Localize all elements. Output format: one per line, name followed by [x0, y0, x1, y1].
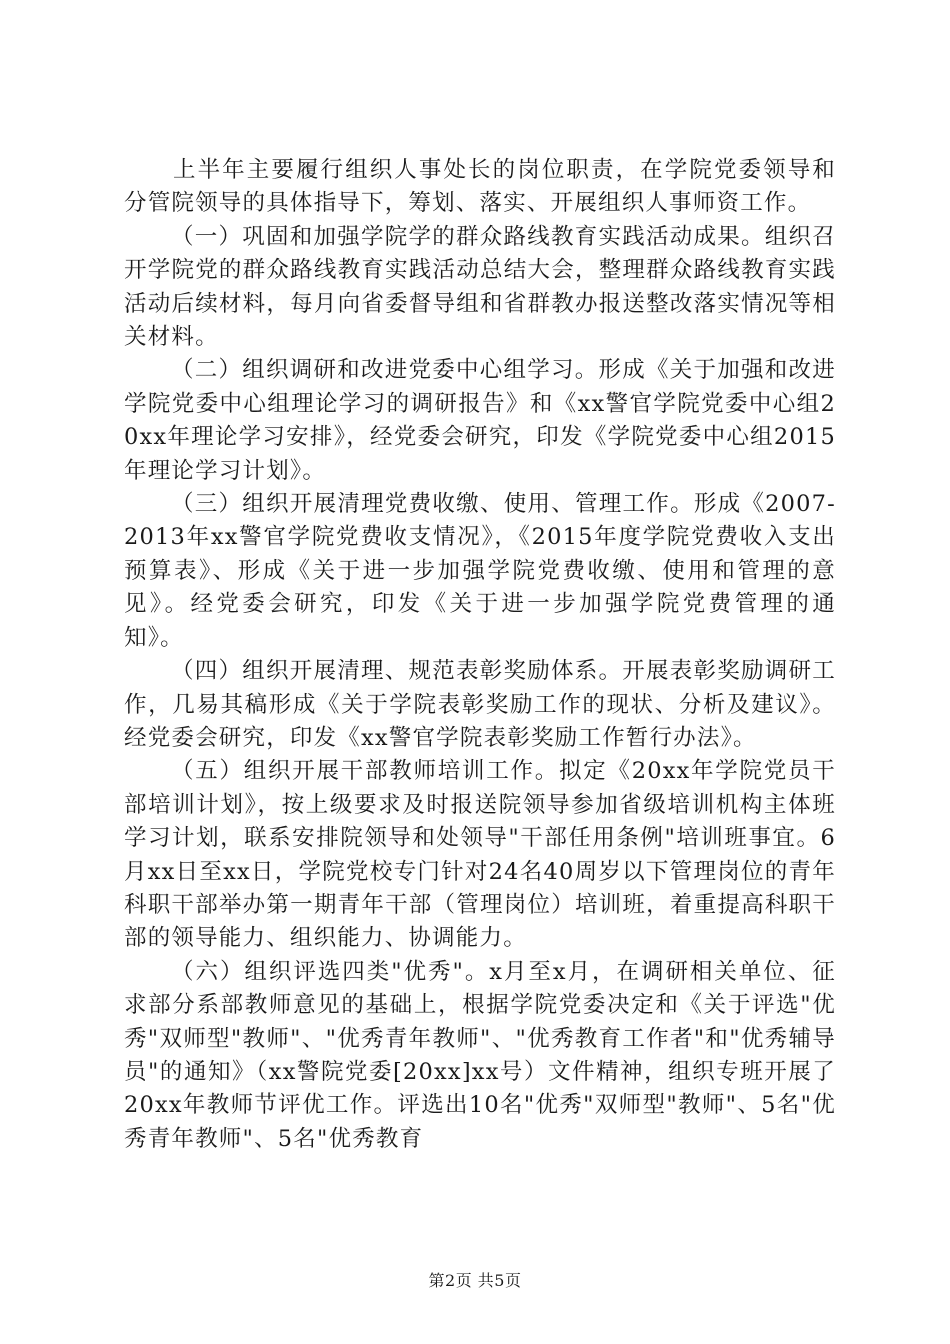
section-1-paragraph: （一）巩固和加强学院学的群众路线教育实践活动成果。组织召开学院党的群众路线教育实践活动总结大会，整理群众路线教育实践活动后续材料，每月向省委督导组和省群教办报送整改落实情况等相关材料。: [124, 223, 836, 351]
document-body: [124, 154, 836, 1156]
intro-paragraph: 上半年主要履行组织人事处长的岗位职责，在学院党委领导和分管院领导的具体指导下，筹划、落实、开展组织人事师资工作。: [124, 157, 836, 217]
page-number-footer: 第2页 共5页: [428, 1271, 522, 1290]
section-6-paragraph: （六）组织评选四类"优秀"。x月至x月，在调研相关单位、征求部分系部教师意见的基础上，根据学院党委决定和《关于评选"优秀"双师型"教师"、"优秀青年教师"、"优秀教育工作者"和"优秀辅导员"的通知》（xx警院党委[20xx]xx号）文件精神，组织专班开展了20xx年教师节评优工作。评选出10名"优秀"双师型"教师"、5名"优秀青年教师"、5名"优秀教育: [124, 958, 836, 1152]
section-5-paragraph: （五）组织开展干部教师培训工作。拟定《20xx年学院党员干部培训计划》，按上级要求及时报送院领导参加省级培训机构主体班学习计划，联系安排院领导和处领导"干部任用条例"培训班事宜。6月xx日至xx日，学院党校专门针对24名40周岁以下管理岗位的青年科职干部举办第一期青年干部（管理岗位）培训班，着重提高科职干部的领导能力、组织能力、协调能力。: [124, 758, 836, 952]
section-3-paragraph: （三）组织开展清理党费收缴、使用、管理工作。形成《2007-2013年xx警官学院党费收支情况》，《2015年度学院党费收入支出预算表》、形成《关于进一步加强学院党费收缴、使用和管理的意见》。经党委会研究，印发《关于进一步加强学院党费管理的通知》。: [124, 491, 836, 651]
section-2-paragraph: （二）组织调研和改进党委中心组学习。形成《关于加强和改进学院党委中心组理论学习的调研报告》和《xx警官学院党委中心组20xx年理论学习安排》，经党委会研究，印发《学院党委中心组2015年理论学习计划》。: [124, 357, 836, 484]
section-4-paragraph: （四）组织开展清理、规范表彰奖励体系。开展表彰奖励调研工作，几易其稿形成《关于学院表彰奖励工作的现状、分析及建议》。经党委会研究，印发《xx警官学院表彰奖励工作暂行办法》。: [124, 658, 836, 751]
